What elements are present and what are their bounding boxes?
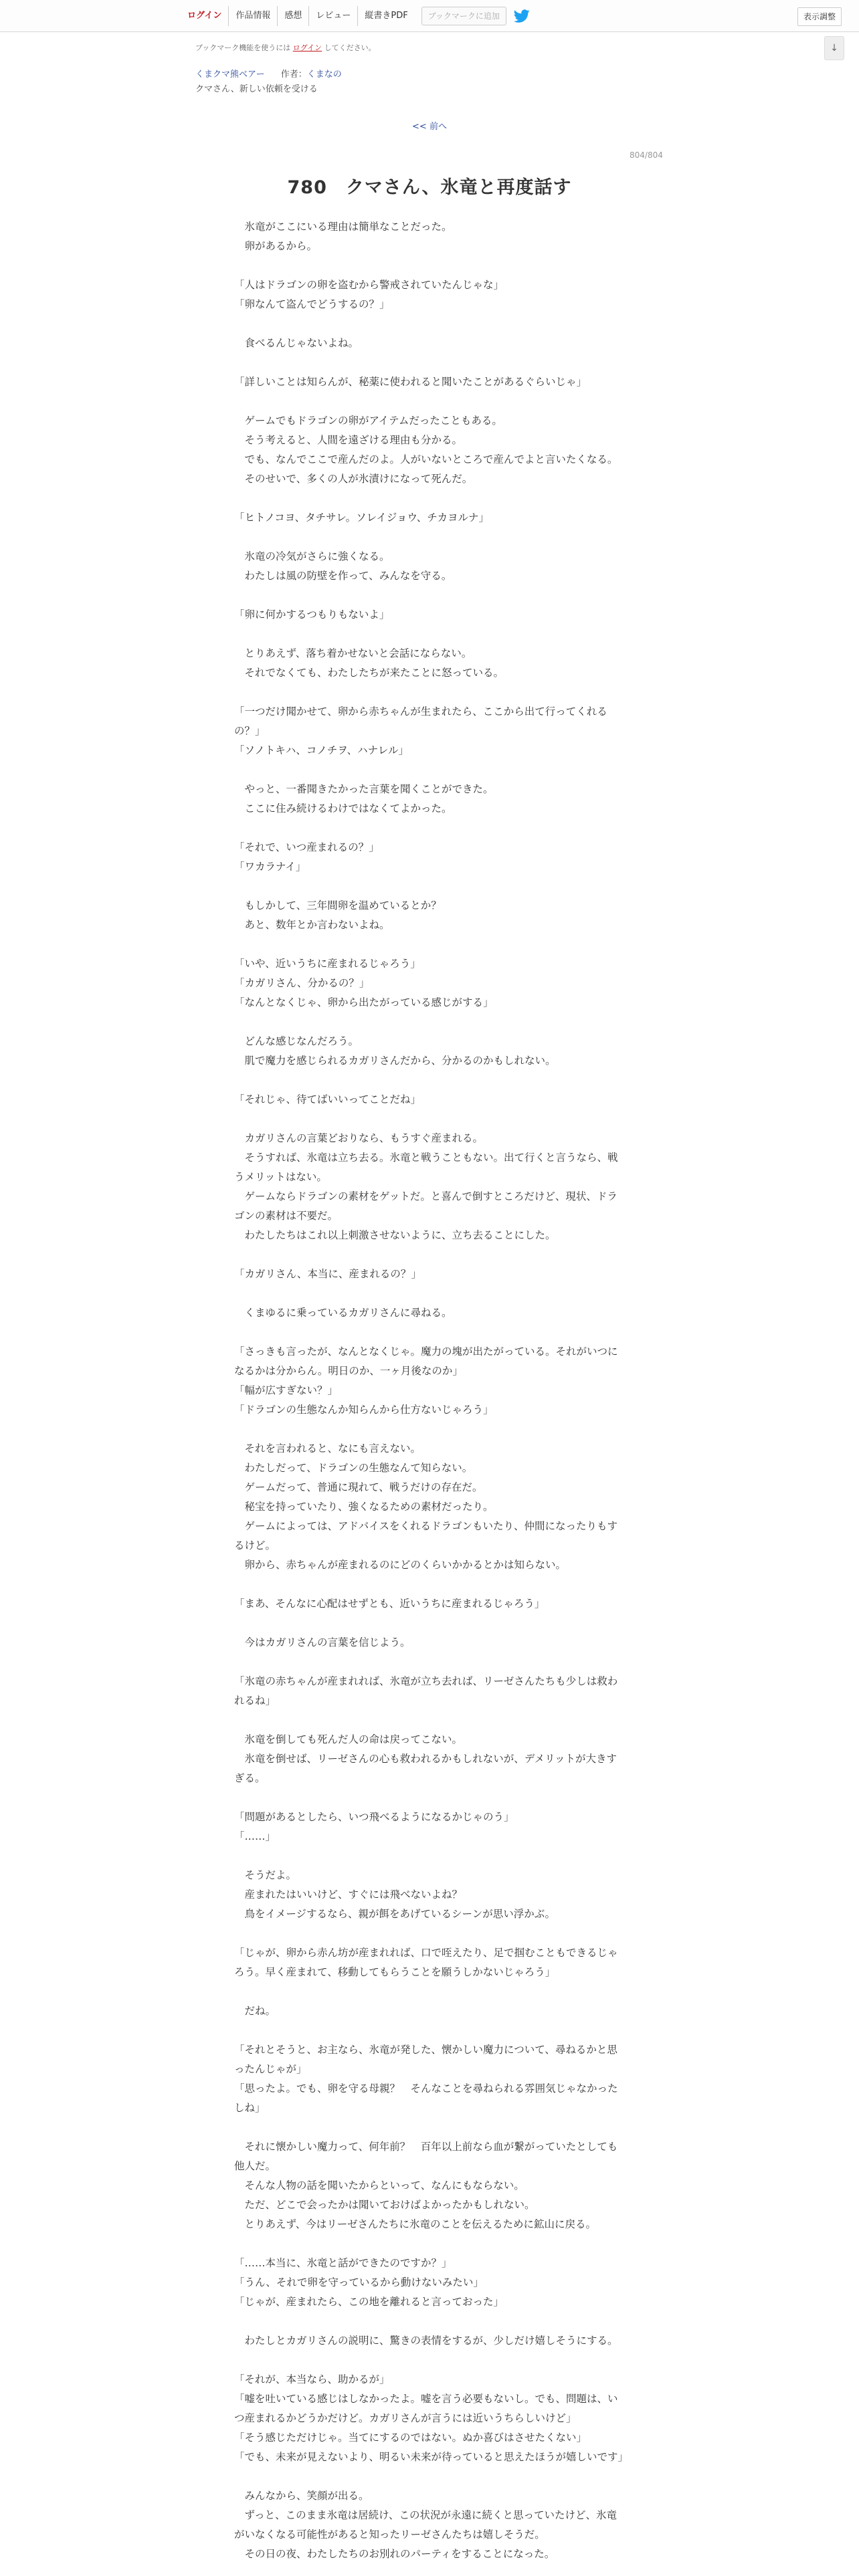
body-paragraph: でも、なんでここで産んだのよ。人がいないところで産んでよと言いたくなる。 <box>234 453 618 465</box>
page-counter: 804/804 <box>630 150 663 160</box>
body-paragraph: 「さっきも言ったが、なんとなくじゃ。魔力の塊が出たがっている。それがいつになるかは分からん。明日のか、一ヶ月後なのか」 <box>234 1346 618 1377</box>
body-paragraph: 秘宝を持っていたり、強くなるための素材だったり。 <box>234 1501 494 1513</box>
body-paragraph: 「それで、いつ産まれるの？」 <box>234 841 379 853</box>
blank-line <box>234 2118 625 2137</box>
body-paragraph: もしかして、三年間卵を温めているとか？ <box>234 899 442 911</box>
body-paragraph: ゲームならドラゴンの素材をゲットだ。と喜んで倒すところだけど、現状、ドラゴンの素材は不要だ。 <box>234 1190 617 1222</box>
nav-login-link[interactable]: ログイン <box>187 11 222 21</box>
body-paragraph: とりあえず、今はリーゼさんたちに氷竜のことを伝えるために鉱山に戻る。 <box>234 2218 596 2230</box>
body-paragraph: 産まれたはいいけど、すぐには飛べないよね？ <box>234 1889 463 1901</box>
body-paragraph: 「カガリさん、分かるの？」 <box>234 977 370 989</box>
notice-login-link[interactable]: ログイン <box>292 43 322 52</box>
body-paragraph: わたしだって、ドラゴンの生態なんて知らない。 <box>234 1462 473 1474</box>
nav-vertical-pdf-link[interactable]: 縦書きPDF <box>357 6 414 26</box>
body-paragraph: 「ドラゴンの生態なんか知らんから仕方ないじゃろう」 <box>234 1404 494 1416</box>
blank-line <box>234 2467 625 2486</box>
body-paragraph: ゲームだって、普通に現れて、戦うだけの存在だ。 <box>234 1481 483 1493</box>
body-paragraph: 「まあ、そんなに心配はせずとも、近いうちに産まれるじゃろう」 <box>234 1598 545 1610</box>
body-paragraph: 「でも、未来が見えないより、明るい未来が待っていると思えたほうが嬉しいです」 <box>234 2451 629 2463</box>
body-paragraph: 卵から、赤ちゃんが産まれるのにどのくらいかかるとかは知らない。 <box>234 1559 567 1571</box>
body-paragraph: 氷竜がここにいる理由は簡単なことだった。 <box>234 221 452 233</box>
body-paragraph: ただ、どこで会ったかは聞いておけばよかったかもしれない。 <box>234 2199 535 2211</box>
blank-line <box>234 1323 625 1342</box>
blank-line <box>234 1109 625 1129</box>
novel-body <box>234 217 629 2564</box>
body-paragraph: 「人はドラゴンの卵を盗むから警戒されていたんじゃな」 <box>234 279 504 291</box>
body-paragraph: 「なんとなくじゃ、卵から出たがっている感じがする」 <box>234 996 494 1008</box>
body-paragraph: ゲームでもドラゴンの卵がアイテムだったこともある。 <box>234 415 502 427</box>
body-paragraph: そうすれば、氷竜は立ち去る。氷竜と戦うこともない。出て行くと言うなら、戦うメリットはない。 <box>234 1152 618 1183</box>
body-paragraph: どんな感じなんだろう。 <box>234 1035 359 1047</box>
blank-line <box>234 1982 625 2002</box>
top-nav-bar <box>0 0 859 32</box>
body-paragraph: そう考えると、人間を遠ざける理由も分かる。 <box>234 434 463 446</box>
body-paragraph: 氷竜を倒せば、リーゼさんの心も救われるかもしれないが、デメリットが大きすぎる。 <box>234 1753 617 1784</box>
blank-line <box>234 1420 625 1439</box>
blank-line <box>234 392 625 411</box>
blank-line <box>234 819 625 838</box>
series-author-line <box>195 67 342 80</box>
prev-page-link[interactable]: << 前へ <box>412 122 447 132</box>
blank-line <box>234 256 625 276</box>
body-paragraph: とりあえず、落ち着かせないと会話にならない。 <box>234 647 472 659</box>
blank-line <box>234 625 625 644</box>
author-link[interactable]: くまなの <box>306 70 342 80</box>
nav-work-info-link[interactable]: 作品情報 <box>228 6 277 26</box>
body-paragraph: そのせいで、多くの人が氷漬けになって死んだ。 <box>234 473 473 485</box>
blank-line <box>234 1788 625 1808</box>
body-paragraph: わたしは風の防壁を作って、みんなを守る。 <box>234 570 452 582</box>
notice-suffix: してください。 <box>322 43 376 52</box>
chapter-group-title: クマさん、新しい依頼を受ける <box>195 84 318 94</box>
body-paragraph: 「いや、近いうちに産まれるじゃろう」 <box>234 958 421 970</box>
body-paragraph: あと、数年とか言わないよね。 <box>234 919 390 931</box>
body-paragraph: わたしたちはこれ以上刺激させないように、立ち去ることにした。 <box>234 1229 556 1241</box>
body-paragraph: 「問題があるとしたら、いつ飛べるようになるかじゃのう」 <box>234 1811 514 1823</box>
body-paragraph: その日の夜、わたしたちのお別れのパーティをすることになった。 <box>234 2548 555 2560</box>
blank-line <box>234 528 625 547</box>
blank-line <box>234 935 625 954</box>
blank-line <box>234 353 625 372</box>
blank-line <box>234 1652 625 1672</box>
blank-line <box>234 1614 625 1633</box>
blank-line <box>234 877 625 896</box>
notice-prefix: ブックマーク機能を使うには <box>195 43 293 52</box>
body-paragraph: みんなから、笑顔が出る。 <box>234 2490 369 2502</box>
body-paragraph: 「嘘を吐いている感じはしなかったよ。嘘を言う必要もないし。でも、問題は、いつ産まれるかどうかだけど。カガリさんが言うには近いうちらしいけど」 <box>234 2393 618 2424</box>
novel-nav <box>181 6 531 26</box>
twitter-bird-icon[interactable] <box>513 8 531 24</box>
body-paragraph: 食べるんじゃないよね。 <box>234 337 359 349</box>
body-paragraph: ここに住み続けるわけではなくてよかった。 <box>234 802 452 815</box>
body-paragraph: そうだよ。 <box>234 1869 297 1881</box>
body-paragraph: だね。 <box>234 2005 276 2017</box>
blank-line <box>234 760 625 780</box>
body-paragraph: 「それとそうと、お主なら、氷竜が発した、懐かしい魔力について、尋ねるかと思ったんじゃが」 <box>234 2044 617 2075</box>
body-paragraph: くまゆるに乗っているカガリさんに尋ねる。 <box>234 1307 452 1319</box>
body-paragraph: 「詳しいことは知らんが、秘薬に使われると聞いたことがあるぐらいじゃ」 <box>234 376 587 388</box>
display-settings-button[interactable]: 表示調整 <box>797 7 842 26</box>
body-paragraph: 「それが、本当なら、助かるが」 <box>234 2373 390 2385</box>
body-paragraph: 「それじゃ、待てばいいってことだね」 <box>234 1093 421 1105</box>
blank-line <box>234 1924 625 1943</box>
body-paragraph: そんな人物の話を聞いたからといって、なんにもならない。 <box>234 2179 524 2191</box>
series-link[interactable]: くまクマ熊ベアー <box>195 70 265 80</box>
body-paragraph: 「じゃが、産まれたら、この地を離れると言っておった」 <box>234 2296 504 2308</box>
body-paragraph: 「ヒトノコヨ、タチサレ。ソレイジョウ、チカヨルナ」 <box>234 512 489 524</box>
blank-line <box>234 2234 625 2254</box>
body-paragraph: それでなくても、わたしたちが来たことに怒っている。 <box>234 667 504 679</box>
body-paragraph: 「卵に何かするつもりもないよ」 <box>234 609 390 621</box>
nav-review-link[interactable]: レビュー <box>308 6 357 26</box>
blank-line <box>234 314 625 334</box>
body-paragraph: カガリさんの言葉どおりなら、もうすぐ産まれる。 <box>234 1132 484 1144</box>
body-paragraph: 「ソノトキハ、コノチヲ、ハナレル」 <box>234 744 409 756</box>
body-paragraph: 「うん、それで卵を守っているから動けないみたい」 <box>234 2276 484 2288</box>
blank-line <box>234 683 625 702</box>
nav-impressions-link[interactable]: 感想 <box>277 6 308 26</box>
body-paragraph: 「幅が広すぎない？」 <box>234 1384 339 1396</box>
body-paragraph: ゲームによっては、アドバイスをくれるドラゴンもいたり、仲間になったりもするけど。 <box>234 1520 618 1551</box>
body-paragraph: 「じゃが、卵から赤ん坊が産まれれば、口で咥えたり、足で掴むこともできるじゃろう。早く産まれて、移動してもらうことを願うしかないじゃろう」 <box>234 1947 618 1978</box>
blank-line <box>234 1846 625 1866</box>
login-notice <box>195 42 376 53</box>
body-paragraph: それに懐かしい魔力って、何年前？ 百年以上前なら血が繋がっていたとしても他人だ。 <box>234 2141 618 2172</box>
body-paragraph: 卵があるから。 <box>234 240 318 252</box>
blank-line <box>234 2351 625 2370</box>
body-paragraph: 「……」 <box>234 1830 276 1842</box>
bookmark-add-button[interactable]: ブックマークに追加 <box>421 7 506 25</box>
body-paragraph: 氷竜を倒しても死んだ人の命は戻ってこない。 <box>234 1733 463 1745</box>
blank-line <box>234 1284 625 1303</box>
blank-line <box>234 1711 625 1730</box>
body-paragraph: 鳥をイメージするなら、親が餌をあげているシーンが思い浮かぶ。 <box>234 1908 556 1920</box>
blank-line <box>234 489 625 508</box>
body-paragraph: 「……本当に、氷竜と話ができたのですか？」 <box>234 2257 452 2269</box>
scroll-to-bottom-button[interactable] <box>824 36 844 60</box>
blank-line <box>234 1245 625 1265</box>
body-paragraph: 「ワカラナイ」 <box>234 861 306 873</box>
body-paragraph: 「氷竜の赤ちゃんが産まれれば、氷竜が立ち去れば、リーゼさんたちも少しは救われるね」 <box>234 1675 618 1707</box>
body-paragraph: 「卵なんて盗んでどうするの？」 <box>234 298 390 310</box>
body-paragraph: 今はカガリさんの言葉を信じよう。 <box>234 1636 411 1648</box>
blank-line <box>234 586 625 605</box>
blank-line <box>234 1071 625 1090</box>
blank-line <box>234 1012 625 1032</box>
body-paragraph: それを言われると、なにも言えない。 <box>234 1442 421 1455</box>
blank-line <box>234 1575 625 1594</box>
chapter-title: 780 クマさん、氷竜と再度話す <box>287 177 572 198</box>
body-paragraph: 肌で魔力を感じられるカガリさんだから、分かるのかもしれない。 <box>234 1055 556 1067</box>
body-paragraph: やっと、一番聞きたかった言葉を聞くことができた。 <box>234 783 494 795</box>
blank-line <box>234 2312 625 2331</box>
body-paragraph: 「カガリさん、本当に、産まれるの？」 <box>234 1268 421 1280</box>
body-paragraph: ずっと、このまま氷竜は居続け、この状況が永遠に続くと思っていたけど、氷竜がいなくなる可能性があると知ったリーゼさんたちは嬉しそうだ。 <box>234 2509 617 2541</box>
body-paragraph: 氷竜の冷気がさらに強くなる。 <box>234 550 390 562</box>
blank-line <box>234 2021 625 2040</box>
body-paragraph: 「思ったよ。でも、卵を守る母親？ そんなことを尋ねられる雰囲気じゃなかったしね」 <box>234 2082 618 2114</box>
arrow-down-icon: ↓ <box>830 43 838 53</box>
body-paragraph: 「一つだけ聞かせて、卵から赤ちゃんが生まれたら、ここから出て行ってくれるの？」 <box>234 706 607 737</box>
author-label: 作者： <box>280 70 307 80</box>
body-paragraph: わたしとカガリさんの説明に、驚きの表情をするが、少しだけ嬉しそうにする。 <box>234 2335 618 2347</box>
body-paragraph: 「そう感じただけじゃ。当てにするのではない。ぬか喜びはさせたくない」 <box>234 2432 587 2444</box>
